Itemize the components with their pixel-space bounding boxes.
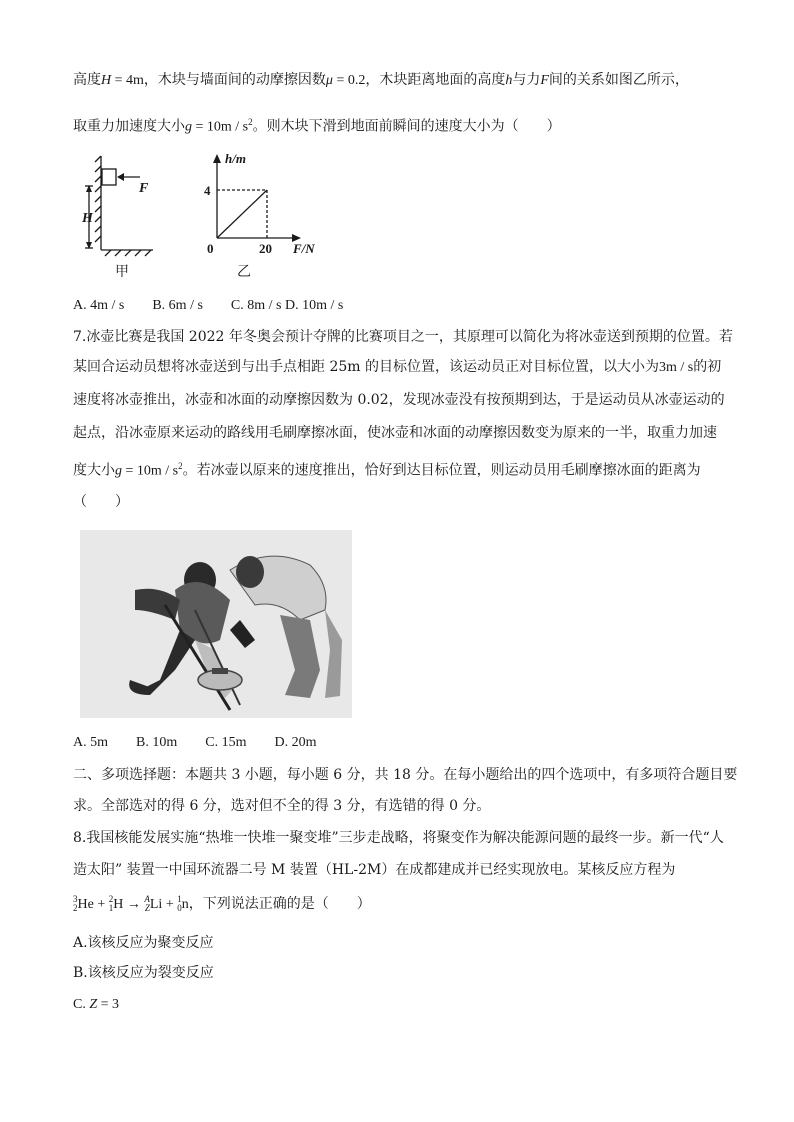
label-H: H bbox=[82, 211, 93, 226]
caption-jia: 甲 bbox=[115, 264, 129, 280]
q7-line-4: 起点，沿冰壶原来运动的路线用毛刷摩擦冰面，使冰壶和冰面的动摩擦因数变为原来的一半，取重力加速 bbox=[73, 425, 717, 441]
q8-option-b: B.该核反应为裂变反应 bbox=[73, 965, 214, 981]
q8-line-1: 8.我国核能发展实施“热堆一快堆一聚变堆”三步走战略，将聚变作为解决能源问题的最终一步。新一代“人 bbox=[73, 830, 724, 846]
q8-option-a: A.该核反应为聚变反应 bbox=[73, 935, 214, 951]
x-tick-20: 20 bbox=[259, 241, 272, 256]
force-arrowhead bbox=[117, 173, 124, 181]
label-F: F bbox=[139, 181, 149, 196]
q6-options: A. 4m / s B. 6m / s C. 8m / s D. 10m / s bbox=[73, 298, 344, 313]
figure-jia bbox=[75, 150, 165, 280]
q6-line-2: 取重力加速度大小$g = 10m / s^2$。则木块下滑到地面前瞬间的速度大小为（ ） bbox=[73, 117, 561, 135]
caption-yi: 乙 bbox=[237, 264, 251, 280]
section2-line-1: 二、多项选择题：本题共 3 小题，每小题 6 分，共 18 分。在每小题给出的四个选项中，有多项符合题目要 bbox=[73, 767, 738, 783]
q7-line-1: 7.冰壶比赛是我国 2022 年冬奥会预计夺牌的比赛项目之一，其原理可以简化为将冰壶送到预期的位置。若 bbox=[73, 329, 733, 345]
h-nuclide-numbers: 2 1 bbox=[108, 894, 114, 913]
li-nuclide-numbers: A Z bbox=[144, 894, 150, 913]
figure-yi bbox=[195, 150, 330, 280]
q8-equation: 3 2He + 2 1H → A ZLi + 1 0n，下列说法正确的是（ ） bbox=[73, 894, 371, 913]
relation-line bbox=[217, 190, 267, 238]
x-axis-label: F/N bbox=[293, 241, 315, 256]
curling-photo bbox=[80, 530, 352, 718]
y-axis-label: h/m bbox=[225, 151, 246, 166]
q7-line-6: （ ） bbox=[73, 494, 129, 510]
q6-line-1: 高度H = 4m，木块与墙面间的动摩擦因数μ = 0.2，木块距离地面的高度h与力F间的关系如图乙所示， bbox=[73, 72, 689, 88]
q7-line-5: 度大小$g = 10m / s^2$。若冰壶以原来的速度推出，恰好到达目标位置，则运动员用毛刷摩擦冰面的距离为 bbox=[73, 461, 701, 479]
n-nuclide-numbers: 1 0 bbox=[177, 894, 182, 913]
curling-illustration bbox=[80, 530, 352, 718]
q7-options: A. 5m B. 10m C. 15m D. 20m bbox=[73, 735, 317, 750]
y-arrowhead bbox=[213, 154, 221, 163]
q7-line-3: 速度将冰壶推出，冰壶和冰面的动摩擦因数为 0.02，发现冰壶没有按预期到达，于是运动员从冰壶运动的 bbox=[73, 392, 725, 408]
q7-line-2: 某回合运动员想将冰壶送到与出手点相距 25m 的目标位置，该运动员正对目标位置，以大小为3m / s的初 bbox=[73, 359, 722, 375]
y-tick-4: 4 bbox=[204, 183, 211, 198]
section2-line-2: 求。全部选对的得 6 分，选对但不全的得 3 分，有选错的得 0 分。 bbox=[73, 798, 491, 814]
q8-option-c: C. Z = 3 bbox=[73, 997, 120, 1012]
q8-line-2: 造太阳” 装置一中国环流器二号 M 装置（HL-2M）在成都建成并已经实现放电。某核反应方程为 bbox=[73, 862, 676, 878]
he-nuclide-numbers: 3 2 bbox=[73, 894, 78, 913]
block bbox=[102, 169, 116, 185]
origin-0: 0 bbox=[207, 241, 214, 256]
